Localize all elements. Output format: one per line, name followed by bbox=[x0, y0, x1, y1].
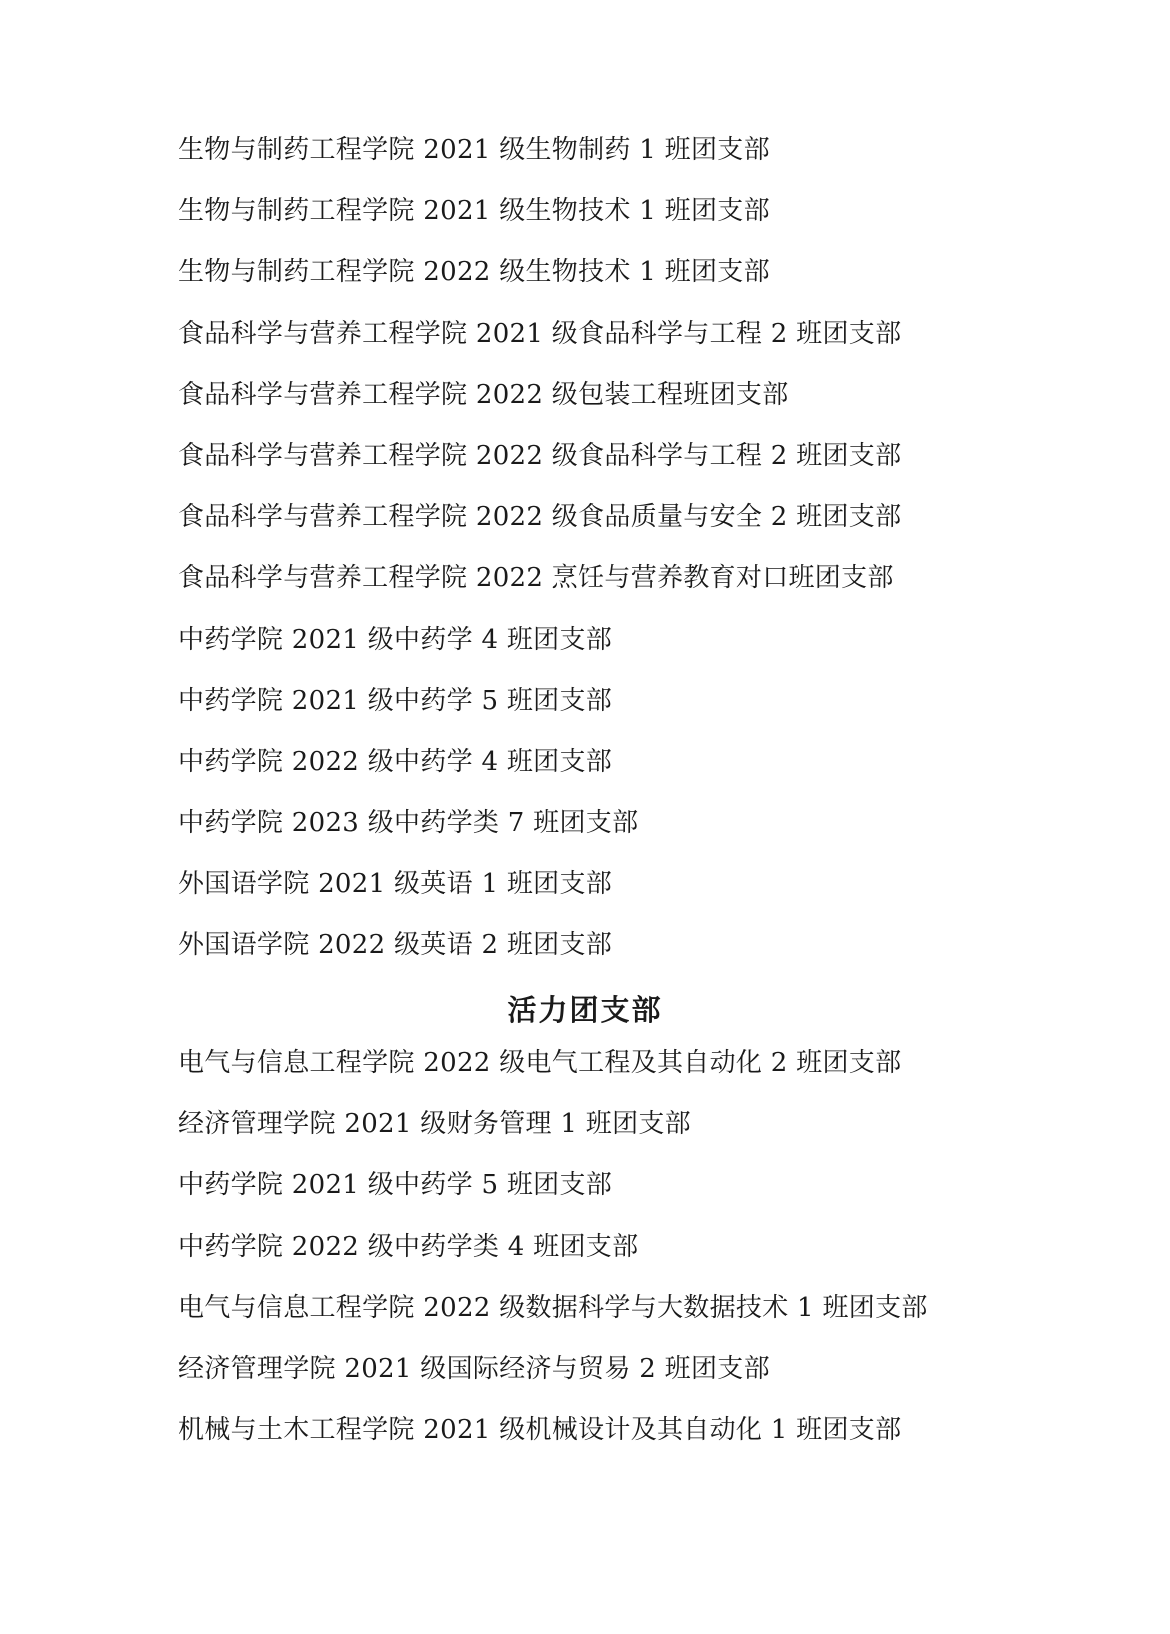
list-item: 电气与信息工程学院 2022 级电气工程及其自动化 2 班团支部 bbox=[178, 1048, 902, 1078]
list-item: 中药学院 2023 级中药学类 7 班团支部 bbox=[178, 808, 639, 839]
list-item: 生物与制药工程学院 2021 级生物制药 1 班团支部 bbox=[178, 135, 770, 165]
list-item: 食品科学与营养工程学院 2022 级食品科学与工程 2 班团支部 bbox=[178, 440, 902, 471]
list-item: 经济管理学院 2021 级国际经济与贸易 2 班团支部 bbox=[178, 1353, 770, 1384]
list-item: 食品科学与营养工程学院 2022 烹饪与营养教育对口班团支部 bbox=[178, 563, 894, 594]
list-item: 中药学院 2022 级中药学类 4 班团支部 bbox=[178, 1231, 639, 1262]
list-item: 经济管理学院 2021 级财务管理 1 班团支部 bbox=[178, 1109, 691, 1140]
list-item: 电气与信息工程学院 2022 级数据科学与大数据技术 1 班团支部 bbox=[178, 1292, 928, 1323]
list-item: 中药学院 2022 级中药学 4 班团支部 bbox=[178, 746, 613, 777]
list-item: 中药学院 2021 级中药学 5 班团支部 bbox=[178, 1170, 613, 1201]
vitality-branch-list bbox=[178, 1043, 1078, 1471]
branch-list-continued bbox=[178, 130, 1078, 987]
list-item: 外国语学院 2022 级英语 2 班团支部 bbox=[178, 930, 613, 961]
list-item: 中药学院 2021 级中药学 5 班团支部 bbox=[178, 685, 613, 716]
list-item: 食品科学与营养工程学院 2021 级食品科学与工程 2 班团支部 bbox=[178, 318, 902, 349]
section-heading: 活力团支部 bbox=[507, 993, 663, 1027]
list-item: 食品科学与营养工程学院 2022 级食品质量与安全 2 班团支部 bbox=[178, 502, 902, 533]
list-item: 生物与制药工程学院 2021 级生物技术 1 班团支部 bbox=[178, 196, 770, 227]
list-item: 外国语学院 2021 级英语 1 班团支部 bbox=[178, 869, 613, 900]
list-item: 生物与制药工程学院 2022 级生物技术 1 班团支部 bbox=[178, 257, 770, 288]
list-item: 中药学院 2021 级中药学 4 班团支部 bbox=[178, 624, 613, 655]
list-item: 机械与土木工程学院 2021 级机械设计及其自动化 1 班团支部 bbox=[178, 1415, 902, 1446]
list-item: 食品科学与营养工程学院 2022 级包装工程班团支部 bbox=[178, 379, 789, 410]
